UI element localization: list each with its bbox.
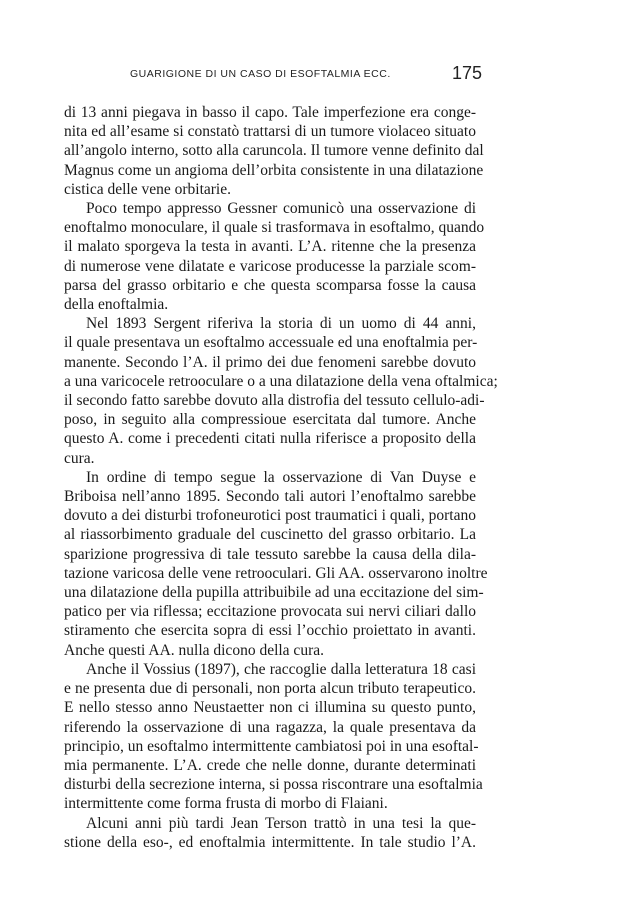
text-line: mia permanente. L’A. crede che nelle donne, durante determinati: [64, 756, 476, 774]
text-line: manente. Secondo l’A. il primo dei due fenomeni sarebbe dovuto: [64, 353, 476, 371]
text-line: a una varicocele retrooculare o a una dilatazione della vena oftalmica;: [64, 372, 498, 390]
text-line: Poco tempo appresso Gessner comunicò una osservazione di: [86, 200, 476, 218]
text-line: parsa del grasso orbitario e che questa scomparsa fosse la causa: [64, 276, 476, 294]
text-line: nita ed all’esame si constatò trattarsi di un tumore violaceo situato: [64, 123, 476, 141]
text-line: Anche questi AA. nulla dicono della cura.: [64, 641, 324, 659]
text-line: al riassorbimento graduale del cuscinetto del grasso orbitario. La: [64, 526, 476, 544]
text-line: E nello stesso anno Neustaetter non ci illumina su questo punto,: [64, 699, 476, 717]
text-line: Anche il Vossius (1897), che raccoglie dalla letteratura 18 casi: [86, 660, 476, 678]
body-text: [64, 103, 498, 852]
text-line: e ne presenta due di personali, non porta alcun tributo terapeutico.: [64, 680, 476, 698]
text-line: intermittente come forma frusta di morbo di Flaiani.: [64, 795, 388, 813]
running-title: GUARIGIONE DI UN CASO DI ESOFTALMIA ECC.: [130, 68, 391, 80]
text-line: stione della eso-, ed enoftalmia intermittente. In tale studio l’A.: [64, 833, 476, 851]
text-line: di 13 anni piegava in basso il capo. Tale imperfezione era conge-: [64, 104, 476, 121]
text-line: sparizione progressiva di tale tessuto sarebbe la causa della dila-: [64, 545, 476, 563]
text-line: una dilatazione della pupilla attribuibile ad una eccitazione del sim-: [64, 584, 484, 602]
text-line: Magnus come un angioma dell’orbita consistente in una dilatazione: [64, 161, 484, 179]
text-line: disturbi della secrezione interna, si possa riscontrare una esoftalmia: [64, 776, 483, 794]
text-line: all’angolo interno, sotto alla caruncola. Il tumore venne definito dal: [64, 142, 484, 160]
text-line: riferendo la osservazione di una ragazza, la quale presentava da: [64, 718, 476, 736]
text-line: il quale presentava un esoftalmo accessuale ed una enoftalmia per-: [64, 334, 478, 352]
text-line: enoftalmo monoculare, il quale si trasformava in esoftalmo, quando: [64, 219, 485, 237]
text-line: Briboisa nell’anno 1895. Secondo tali autori l’enoftalmo sarebbe: [64, 488, 476, 506]
text-line: dovuto a dei disturbi trofoneurotici post traumatici i quali, portano: [64, 507, 476, 525]
text-line: tazione varicosa delle vene retrooculari. Gli AA. osservarono inoltre: [64, 564, 488, 582]
text-line: poso, in seguito alla compressioue esercitata dal tumore. Anche: [64, 411, 476, 429]
text-line: patico per via riflessa; eccitazione provocata sui nervi ciliari dallo: [64, 603, 476, 621]
text-line: Nel 1893 Sergent riferiva la storia di un uomo di 44 anni,: [86, 315, 476, 333]
text-line: il malato sporgeva la testa in avanti. L’A. ritenne che la presenza: [64, 238, 476, 256]
text-line: il secondo fatto sarebbe dovuto alla distrofia del tessuto cellulo-adi-: [64, 392, 485, 410]
text-line: cistica delle vene orbitarie.: [64, 180, 231, 198]
page-number: 175: [452, 63, 483, 83]
text-line: In ordine di tempo segue la osservazione di Van Duyse e: [86, 468, 476, 486]
text-line: Alcuni anni più tardi Jean Terson trattò in una tesi la que-: [86, 814, 476, 832]
text-line: questo A. come i precedenti citati nulla riferisce a proposito della: [64, 430, 476, 448]
text-line: della enoftalmia.: [64, 296, 169, 314]
text-line: principio, un esoftalmo intermittente cambiatosi poi in una esoftal-: [64, 737, 479, 755]
text-line: stiramento che esercita sopra di essi l’occhio proiettato in avanti.: [64, 622, 476, 640]
text-line: cura.: [64, 449, 95, 467]
text-line: di numerose vene dilatate e varicose producesse la parziale scom-: [64, 257, 476, 275]
